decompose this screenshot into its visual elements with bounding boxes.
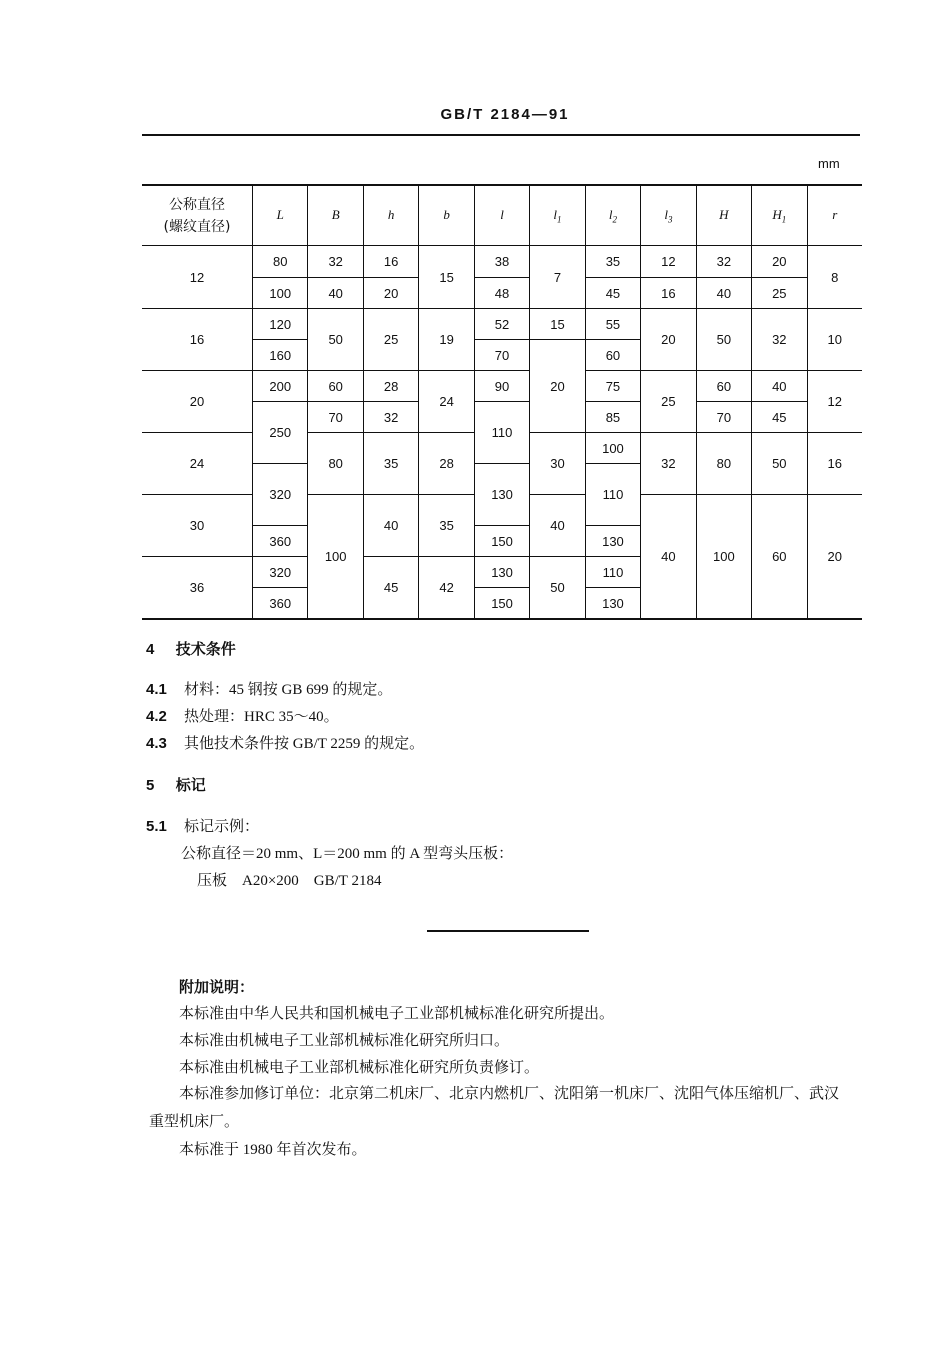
table-cell: 32 [640,432,695,494]
table-cell: 40 [751,370,806,401]
table-unit: mm [818,156,840,171]
table-cell: 40 [529,494,584,556]
table-cell: 20 [751,246,806,277]
header-subscript: 2 [612,214,617,225]
table-cell: 50 [529,556,584,618]
table-cell: 80 [307,432,362,494]
table-cell: 25 [363,308,418,370]
section-4-heading [146,638,236,659]
header-symbol: r [832,206,838,222]
header-rule [142,134,860,136]
table-cell: 24 [418,370,473,432]
clause-number: 4.3 [146,735,167,752]
note-line: 本标准于 1980 年首次发布。 [179,1142,367,1158]
table-cell: 38 [474,246,529,277]
clause-text: 其他技术条件按 GB/T 2259 的规定。 [184,736,425,752]
notes-title: 附加说明： [179,978,255,996]
table-cell: 16 [807,432,862,494]
header-symbol: B [331,206,340,222]
table-cell: 42 [418,556,473,618]
header-cell [807,186,862,245]
header-cell [640,186,695,245]
table-cell: 80 [252,246,307,277]
header-nominal-diameter [142,186,252,245]
table-cell: 28 [418,432,473,494]
table-cell: 25 [640,370,695,432]
clause-text: 热处理：HRC 35～40。 [184,709,339,725]
note-line: 本标准参加修订单位：北京第二机床厂、北京内燃机厂、沈阳第一机床厂、沈阳气体压缩机厂、武汉 [179,1086,840,1102]
table-cell: 120 [252,308,307,339]
table-cell: 52 [474,308,529,339]
header-symbol: L [276,206,284,222]
end-rule [427,930,589,932]
table-cell: 35 [418,494,473,556]
header-symbol: l [553,206,558,222]
table-cell: 160 [252,339,307,370]
table-cell: 60 [696,370,751,401]
table-cell: 40 [307,277,362,308]
table-cell: 130 [474,463,529,525]
nominal-diameter-cell: 24 [142,432,252,494]
table-cell: 20 [807,494,862,618]
header-symbol: H [719,206,729,222]
note-line: 本标准由中华人民共和国机械电子工业部机械标准化研究所提出。 [179,1006,615,1022]
table-cell: 15 [418,246,473,308]
header-cell [751,186,806,245]
note-line: 本标准由机械电子工业部机械标准化研究所归口。 [179,1033,510,1049]
table-cell: 130 [585,525,640,556]
table-cell: 85 [585,401,640,432]
table-cell: 100 [585,432,640,463]
table-cell: 250 [252,401,307,463]
table-cell: 70 [307,401,362,432]
table-cell: 45 [363,556,418,618]
header-symbol: h [387,206,395,222]
header-cell [418,186,473,245]
table-cell: 40 [640,494,695,618]
nominal-diameter-cell: 20 [142,370,252,432]
table-cell: 32 [363,401,418,432]
table-cell: 360 [252,587,307,618]
table-cell: 55 [585,308,640,339]
table-cell: 12 [807,370,862,432]
clause-4-3 [146,732,424,753]
clause-4-1 [146,678,392,699]
table-cell: 60 [307,370,362,401]
table-cell: 45 [585,277,640,308]
header-cell [307,186,362,245]
header-symbol: l [664,206,668,222]
table-cell: 360 [252,525,307,556]
table-cell: 32 [696,246,751,277]
table-cell: 28 [363,370,418,401]
table-cell: 32 [307,246,362,277]
table-cell: 70 [474,339,529,370]
clause-number: 5.1 [146,818,167,835]
table-cell: 40 [696,277,751,308]
table-header-row [142,186,862,246]
header-cell [585,186,640,245]
table-cell: 60 [585,339,640,370]
note-line: 本标准由机械电子工业部机械标准化研究所负责修订。 [179,1060,540,1076]
header-symbol: l [500,206,504,222]
header-subscript: 3 [667,214,673,225]
table-cell: 60 [751,494,806,618]
table-cell: 110 [585,556,640,587]
table-cell: 75 [585,370,640,401]
header-cell [474,186,529,245]
table-cell: 16 [363,246,418,277]
clause-text: 标记示例： [184,819,260,835]
clause-text: 材料：45 钢按 GB 699 的规定。 [184,682,393,698]
table-cell: 7 [529,246,584,308]
table-cell: 150 [474,587,529,618]
header-line1: 公称直径 [169,196,225,213]
clause-5-1 [146,815,259,836]
header-cell [252,186,307,245]
table-cell: 110 [585,463,640,525]
header-cell [363,186,418,245]
header-subscript: 1 [557,214,562,225]
section-title: 标记 [175,776,206,794]
section-number: 5 [146,777,155,794]
table-cell: 20 [529,339,584,432]
table-cell: 90 [474,370,529,401]
table-cell: 35 [585,246,640,277]
table-cell: 150 [474,525,529,556]
table-cell: 320 [252,463,307,525]
table-cell: 50 [307,308,362,370]
section-5-heading [146,774,206,795]
clause-number: 4.1 [146,681,167,698]
section-title: 技术条件 [175,640,236,658]
table-cell: 32 [751,308,806,370]
standard-number-header: GB/T 2184—91 [440,106,570,123]
table-cell: 10 [807,308,862,370]
section-number: 4 [146,641,155,658]
table-cell: 15 [529,308,584,339]
table-cell: 30 [529,432,584,494]
nominal-diameter-cell: 36 [142,556,252,618]
dimensions-table [142,184,862,620]
table-cell: 48 [474,277,529,308]
clause-number: 4.2 [146,708,167,725]
table-body [142,246,862,618]
clause-4-2 [146,705,339,726]
table-cell: 20 [640,308,695,370]
table-cell: 25 [751,277,806,308]
marking-example: 压板 A20×200 GB/T 2184 [197,873,382,889]
header-symbol: l [608,206,613,222]
table-cell: 100 [307,494,362,618]
table-cell: 110 [474,401,529,463]
table-cell: 200 [252,370,307,401]
note-line: 重型机床厂。 [149,1114,240,1130]
table-cell: 45 [751,401,806,432]
table-cell: 50 [751,432,806,494]
header-symbol: H [772,206,782,222]
table-cell: 80 [696,432,751,494]
nominal-diameter-cell: 30 [142,494,252,556]
header-line2: (螺纹直径) [163,218,231,235]
table-cell: 100 [252,277,307,308]
table-cell: 19 [418,308,473,370]
table-cell: 320 [252,556,307,587]
nominal-diameter-cell: 12 [189,269,205,285]
table-cell: 100 [696,494,751,618]
marking-example-description: 公称直径＝20 mm、L＝200 mm 的 A 型弯头压板： [181,846,514,862]
table-cell: 16 [640,277,695,308]
header-cell [529,186,584,245]
table-cell: 20 [363,277,418,308]
table-cell: 35 [363,432,418,494]
header-symbol: b [443,206,450,222]
header-subscript: 1 [781,214,787,225]
table-cell: 8 [807,246,862,308]
table-cell: 130 [585,587,640,618]
nominal-diameter-cell: 16 [142,308,252,370]
table-cell: 12 [640,246,695,277]
table-cell: 70 [696,401,751,432]
table-cell: 50 [696,308,751,370]
table-cell: 130 [474,556,529,587]
header-cell [696,186,751,245]
table-cell: 40 [363,494,418,556]
